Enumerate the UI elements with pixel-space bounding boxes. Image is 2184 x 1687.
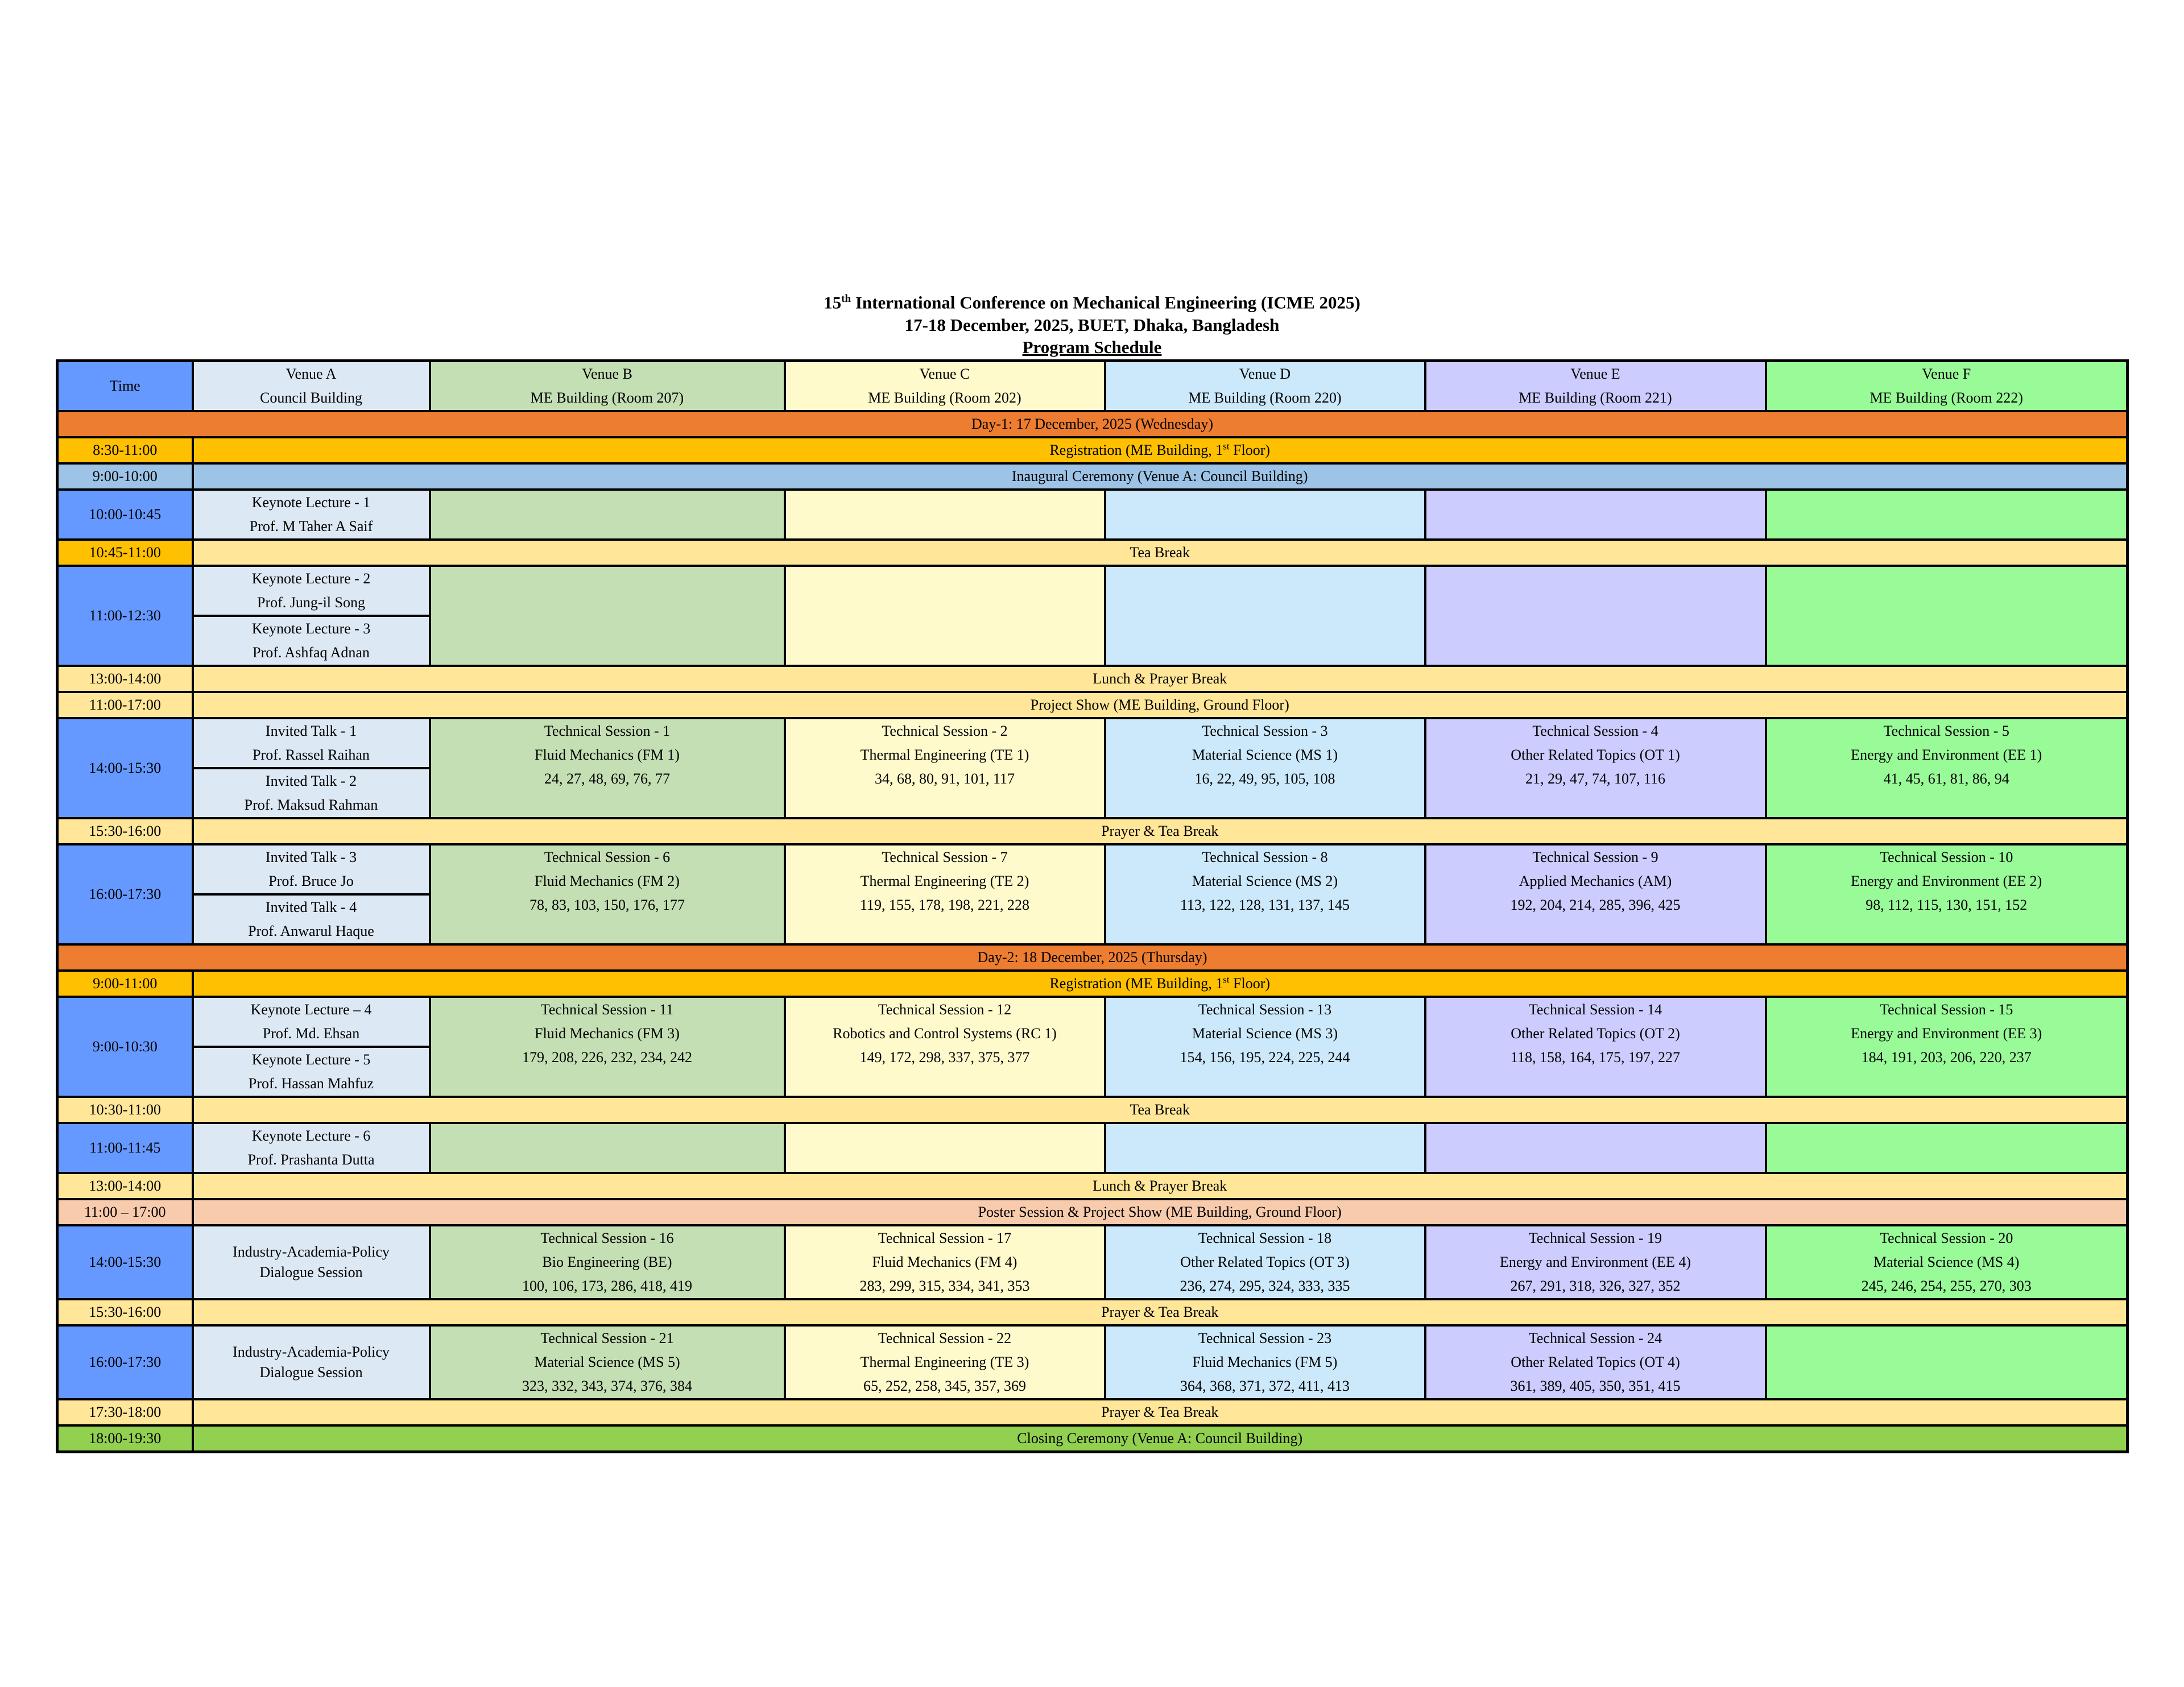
technical-session-23: Technical Session - 23 Fluid Mechanics (FM 5) 364, 368, 371, 372, 411, 413 (1105, 1325, 1425, 1399)
poster-session-cell: Poster Session & Project Show (ME Building, Ground Floor) (193, 1199, 2128, 1225)
empty-cell (1105, 490, 1425, 540)
venue-f-header: Venue F ME Building (Room 222) (1766, 361, 2128, 412)
program-schedule-title: Program Schedule (1022, 337, 1162, 358)
lunch-break-cell: Lunch & Prayer Break (193, 1173, 2128, 1199)
dialogue-session: Industry-Academia-Policy Dialogue Session (193, 1325, 430, 1399)
invited-talk-2: Invited Talk - 2 Prof. Maksud Rahman (193, 768, 430, 818)
time-cell: 11:00 – 17:00 (57, 1199, 193, 1225)
time-cell: 14:00-15:30 (57, 1225, 193, 1299)
keynote-lecture-2: Keynote Lecture - 2 Prof. Jung-il Song (193, 566, 430, 616)
keynote-lecture-3: Keynote Lecture - 3 Prof. Ashfaq Adnan (193, 616, 430, 666)
empty-cell (1425, 490, 1766, 540)
venue-b-header: Venue B ME Building (Room 207) (430, 361, 785, 412)
venue-c-header: Venue C ME Building (Room 202) (785, 361, 1105, 412)
time-cell: 9:00-10:30 (57, 997, 193, 1097)
prayer-tea-break-cell: Prayer & Tea Break (193, 1399, 2128, 1425)
day2-prayer-tea-row-2 (57, 1399, 2128, 1425)
time-cell: 8:30-11:00 (57, 437, 193, 463)
time-cell: 9:00-11:00 (57, 971, 193, 997)
day2-tea-row (57, 1097, 2128, 1123)
conference-title: 15th International Conference on Mechanical Engineering (ICME 2025) (824, 292, 1360, 313)
technical-session-18: Technical Session - 18 Other Related Topics (OT 3) 236, 274, 295, 324, 333, 335 (1105, 1225, 1425, 1299)
empty-cell (430, 490, 785, 540)
technical-session-21: Technical Session - 21 Material Science (MS 5) 323, 332, 343, 374, 376, 384 (430, 1325, 785, 1399)
technical-session-4: Technical Session - 4 Other Related Topics (OT 1) 21, 29, 47, 74, 107, 116 (1425, 718, 1766, 818)
project-show-cell: Project Show (ME Building, Ground Floor) (193, 692, 2128, 718)
closing-ceremony-cell: Closing Ceremony (Venue A: Council Building) (193, 1425, 2128, 1452)
day2-prayer-tea-row-1 (57, 1299, 2128, 1325)
day1-registration-row (57, 437, 2128, 463)
empty-cell (1766, 566, 2128, 666)
day2-registration-row (57, 971, 2128, 997)
empty-cell (1425, 1123, 1766, 1173)
technical-session-6: Technical Session - 6 Fluid Mechanics (FM 2) 78, 83, 103, 150, 176, 177 (430, 844, 785, 944)
day1-keynote2-row (57, 566, 2128, 616)
time-cell: 15:30-16:00 (57, 818, 193, 844)
day1-lunch-row (57, 666, 2128, 692)
document-header (0, 287, 2184, 358)
technical-session-24: Technical Session - 24 Other Related Topics (OT 4) 361, 389, 405, 350, 351, 415 (1425, 1325, 1766, 1399)
day2-keynote6-row (57, 1123, 2128, 1173)
technical-session-9: Technical Session - 9 Applied Mechanics (AM) 192, 204, 214, 285, 396, 425 (1425, 844, 1766, 944)
day1-title-row (57, 411, 2128, 437)
day1-slot2-row-a (57, 844, 2128, 894)
technical-session-13: Technical Session - 13 Material Science (MS 3) 154, 156, 195, 224, 225, 244 (1105, 997, 1425, 1097)
time-cell: 10:45-11:00 (57, 540, 193, 566)
technical-session-20: Technical Session - 20 Material Science (MS 4) 245, 246, 254, 255, 270, 303 (1766, 1225, 2128, 1299)
time-cell: 16:00-17:30 (57, 844, 193, 944)
lunch-break-cell: Lunch & Prayer Break (193, 666, 2128, 692)
inaugural-ceremony-cell: Inaugural Ceremony (Venue A: Council Building) (193, 463, 2128, 490)
technical-session-17: Technical Session - 17 Fluid Mechanics (FM 4) 283, 299, 315, 334, 341, 353 (785, 1225, 1105, 1299)
invited-talk-4: Invited Talk - 4 Prof. Anwarul Haque (193, 894, 430, 944)
invited-talk-3: Invited Talk - 3 Prof. Bruce Jo (193, 844, 430, 894)
time-cell: 15:30-16:00 (57, 1299, 193, 1325)
time-cell: 10:30-11:00 (57, 1097, 193, 1123)
venue-a-header: Venue A Council Building (193, 361, 430, 412)
empty-cell (785, 1123, 1105, 1173)
day1-inaugural-row (57, 463, 2128, 490)
day2-title: Day-2: 18 December, 2025 (Thursday) (57, 944, 2128, 971)
prayer-tea-break-cell: Prayer & Tea Break (193, 1299, 2128, 1325)
keynote-lecture-1: Keynote Lecture - 1 Prof. M Taher A Saif (193, 490, 430, 540)
venue-header-row (57, 361, 2128, 412)
time-cell: 11:00-11:45 (57, 1123, 193, 1173)
time-cell: 11:00-12:30 (57, 566, 193, 666)
empty-cell (1766, 1123, 2128, 1173)
time-header: Time (57, 361, 193, 412)
registration-cell: Registration (ME Building, 1st Floor) (193, 971, 2128, 997)
technical-session-5: Technical Session - 5 Energy and Environment (EE 1) 41, 45, 61, 81, 86, 94 (1766, 718, 2128, 818)
time-cell: 13:00-14:00 (57, 1173, 193, 1199)
tea-break-cell: Tea Break (193, 540, 2128, 566)
time-cell: 17:30-18:00 (57, 1399, 193, 1425)
time-cell: 13:00-14:00 (57, 666, 193, 692)
day2-slot2-row (57, 1225, 2128, 1299)
empty-cell (1766, 1325, 2128, 1399)
technical-session-16: Technical Session - 16 Bio Engineering (BE) 100, 106, 173, 286, 418, 419 (430, 1225, 785, 1299)
technical-session-14: Technical Session - 14 Other Related Topics (OT 2) 118, 158, 164, 175, 197, 227 (1425, 997, 1766, 1097)
empty-cell (1105, 1123, 1425, 1173)
day2-closing-row (57, 1425, 2128, 1452)
time-cell: 14:00-15:30 (57, 718, 193, 818)
empty-cell (430, 1123, 785, 1173)
invited-talk-1: Invited Talk - 1 Prof. Rassel Raihan (193, 718, 430, 768)
technical-session-3: Technical Session - 3 Material Science (MS 1) 16, 22, 49, 95, 105, 108 (1105, 718, 1425, 818)
day2-title-row (57, 944, 2128, 971)
prayer-tea-break-cell: Prayer & Tea Break (193, 818, 2128, 844)
technical-session-15: Technical Session - 15 Energy and Environment (EE 3) 184, 191, 203, 206, 220, 237 (1766, 997, 2128, 1097)
day2-poster-row (57, 1199, 2128, 1225)
technical-session-2: Technical Session - 2 Thermal Engineering (TE 1) 34, 68, 80, 91, 101, 117 (785, 718, 1105, 818)
day2-slot3-row (57, 1325, 2128, 1399)
technical-session-12: Technical Session - 12 Robotics and Control Systems (RC 1) 149, 172, 298, 337, 375, 377 (785, 997, 1105, 1097)
keynote-lecture-5: Keynote Lecture - 5 Prof. Hassan Mahfuz (193, 1047, 430, 1097)
empty-cell (1105, 566, 1425, 666)
keynote-lecture-6: Keynote Lecture - 6 Prof. Prashanta Dutta (193, 1123, 430, 1173)
technical-session-19: Technical Session - 19 Energy and Environment (EE 4) 267, 291, 318, 326, 327, 352 (1425, 1225, 1766, 1299)
day1-project-show-row (57, 692, 2128, 718)
empty-cell (785, 490, 1105, 540)
technical-session-11: Technical Session - 11 Fluid Mechanics (FM 3) 179, 208, 226, 232, 234, 242 (430, 997, 785, 1097)
registration-cell: Registration (ME Building, 1st Floor) (193, 437, 2128, 463)
technical-session-22: Technical Session - 22 Thermal Engineering (TE 3) 65, 252, 258, 345, 357, 369 (785, 1325, 1105, 1399)
conference-dates-location: 17-18 December, 2025, BUET, Dhaka, Bangladesh (904, 315, 1280, 335)
time-cell: 18:00-19:30 (57, 1425, 193, 1452)
day1-slot1-row-a (57, 718, 2128, 768)
dialogue-session: Industry-Academia-Policy Dialogue Session (193, 1225, 430, 1299)
venue-d-header: Venue D ME Building (Room 220) (1105, 361, 1425, 412)
empty-cell (1766, 490, 2128, 540)
technical-session-1: Technical Session - 1 Fluid Mechanics (FM 1) 24, 27, 48, 69, 76, 77 (430, 718, 785, 818)
venue-e-header: Venue E ME Building (Room 221) (1425, 361, 1766, 412)
day1-prayer-tea-row (57, 818, 2128, 844)
empty-cell (1425, 566, 1766, 666)
technical-session-10: Technical Session - 10 Energy and Environment (EE 2) 98, 112, 115, 130, 151, 152 (1766, 844, 2128, 944)
time-cell: 16:00-17:30 (57, 1325, 193, 1399)
schedule-table (56, 359, 2129, 1453)
empty-cell (430, 566, 785, 666)
technical-session-7: Technical Session - 7 Thermal Engineering (TE 2) 119, 155, 178, 198, 221, 228 (785, 844, 1105, 944)
day2-lunch-row (57, 1173, 2128, 1199)
day1-title: Day-1: 17 December, 2025 (Wednesday) (57, 411, 2128, 437)
empty-cell (785, 566, 1105, 666)
technical-session-8: Technical Session - 8 Material Science (MS 2) 113, 122, 128, 131, 137, 145 (1105, 844, 1425, 944)
keynote-lecture-4: Keynote Lecture – 4 Prof. Md. Ehsan (193, 997, 430, 1047)
day2-slot1-row-a (57, 997, 2128, 1047)
time-cell: 9:00-10:00 (57, 463, 193, 490)
tea-break-cell: Tea Break (193, 1097, 2128, 1123)
day1-keynote1-row (57, 490, 2128, 540)
time-cell: 10:00-10:45 (57, 490, 193, 540)
day1-tea-row (57, 540, 2128, 566)
time-cell: 11:00-17:00 (57, 692, 193, 718)
